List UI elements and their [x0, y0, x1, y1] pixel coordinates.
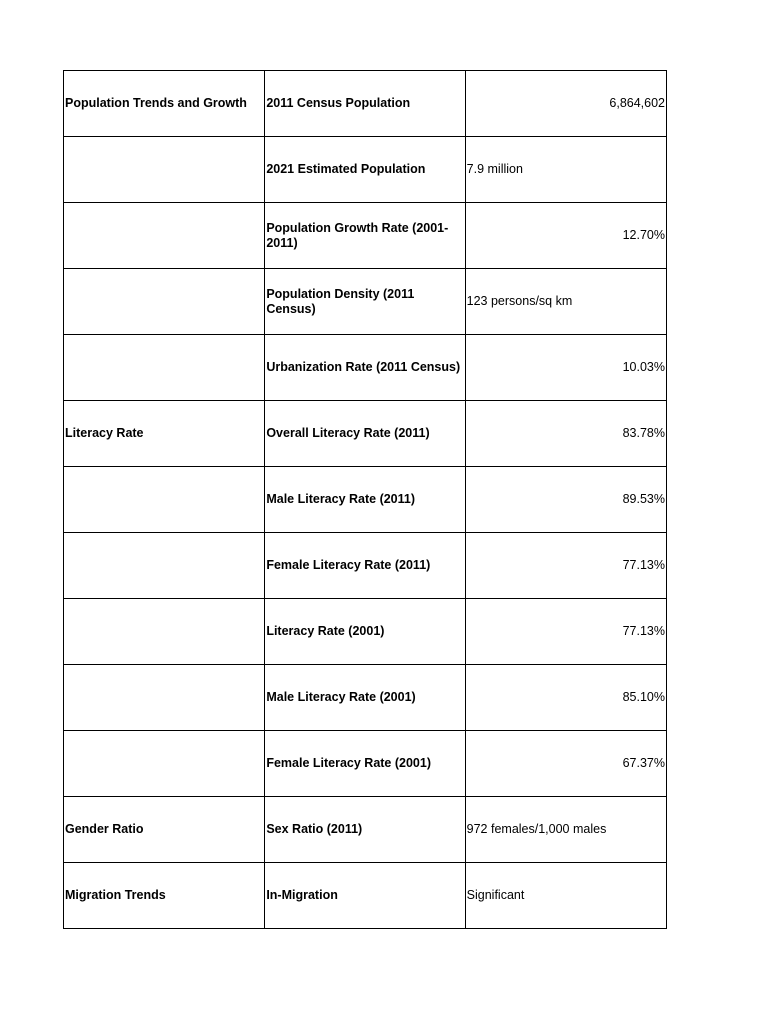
table-row	[64, 269, 667, 335]
table-row	[64, 665, 667, 731]
category-cell: Literacy Rate	[64, 401, 265, 467]
value-cell: 12.70%	[465, 203, 666, 269]
table-row	[64, 467, 667, 533]
category-cell: Population Trends and Growth	[64, 71, 265, 137]
indicator-cell: 2021 Estimated Population	[265, 137, 465, 203]
value-cell: 77.13%	[465, 599, 666, 665]
table-row	[64, 863, 667, 929]
indicator-cell: Sex Ratio (2011)	[265, 797, 465, 863]
category-cell	[64, 137, 265, 203]
table-row	[64, 137, 667, 203]
category-cell	[64, 335, 265, 401]
value-cell: Significant	[465, 863, 666, 929]
table-body	[64, 71, 667, 929]
indicator-cell: Male Literacy Rate (2001)	[265, 665, 465, 731]
indicator-cell: Male Literacy Rate (2011)	[265, 467, 465, 533]
indicator-cell: Literacy Rate (2001)	[265, 599, 465, 665]
category-cell	[64, 467, 265, 533]
value-cell: 89.53%	[465, 467, 666, 533]
table-row	[64, 71, 667, 137]
value-cell: 85.10%	[465, 665, 666, 731]
category-cell: Migration Trends	[64, 863, 265, 929]
table-row	[64, 599, 667, 665]
category-cell	[64, 269, 265, 335]
table-row	[64, 203, 667, 269]
table-row	[64, 335, 667, 401]
value-cell: 83.78%	[465, 401, 666, 467]
category-cell	[64, 533, 265, 599]
category-cell	[64, 731, 265, 797]
indicator-cell: Female Literacy Rate (2001)	[265, 731, 465, 797]
category-cell	[64, 599, 265, 665]
value-cell: 67.37%	[465, 731, 666, 797]
value-cell: 77.13%	[465, 533, 666, 599]
table-row	[64, 731, 667, 797]
value-cell: 123 persons/sq km	[465, 269, 666, 335]
category-cell	[64, 665, 265, 731]
data-table	[63, 70, 667, 929]
value-cell: 6,864,602	[465, 71, 666, 137]
indicator-cell: Population Growth Rate (2001-2011)	[265, 203, 465, 269]
indicator-cell: In-Migration	[265, 863, 465, 929]
value-cell: 972 females/1,000 males	[465, 797, 666, 863]
indicator-cell: Female Literacy Rate (2011)	[265, 533, 465, 599]
table-row	[64, 797, 667, 863]
indicator-cell: Population Density (2011 Census)	[265, 269, 465, 335]
category-cell: Gender Ratio	[64, 797, 265, 863]
indicator-cell: Overall Literacy Rate (2011)	[265, 401, 465, 467]
indicator-cell: 2011 Census Population	[265, 71, 465, 137]
category-cell	[64, 203, 265, 269]
table-row	[64, 401, 667, 467]
indicator-cell: Urbanization Rate (2011 Census)	[265, 335, 465, 401]
value-cell: 7.9 million	[465, 137, 666, 203]
value-cell: 10.03%	[465, 335, 666, 401]
table-row	[64, 533, 667, 599]
